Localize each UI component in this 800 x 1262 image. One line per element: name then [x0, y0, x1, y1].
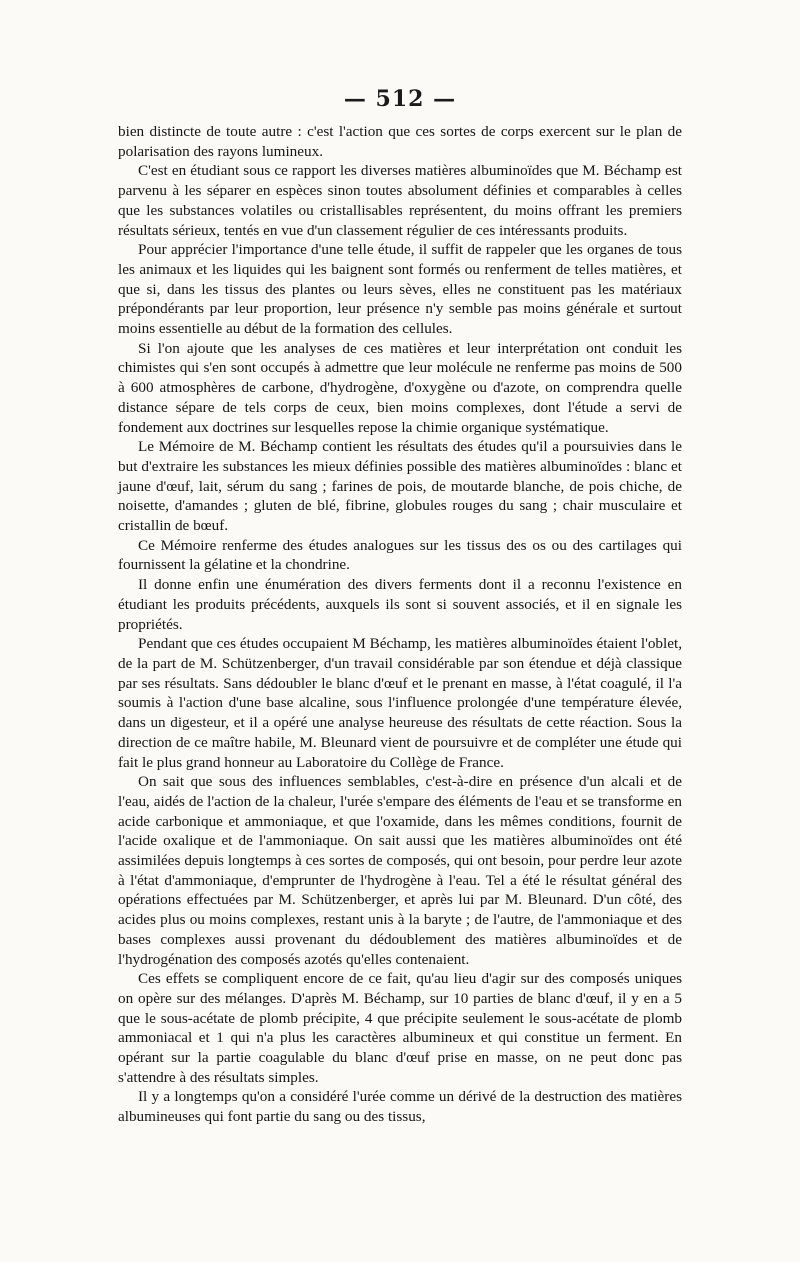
- paragraph-5: Le Mémoire de M. Béchamp contient les résultats des études qu'il a poursuivies dans le but d'extraire les substances les mieux définies possible des matières albuminoïdes : blanc et jaune d'œuf, lait, sérum du sang ; farines de pois, de moutarde blanche, de pois chiche, de noisette, d'amandes ; gluten de blé, fibrine, globules rouges du sang ; chair musculaire et cristallin de bœuf.: [118, 438, 682, 535]
- paragraph-11: Il y a longtemps qu'on a considéré l'urée comme un dérivé de la destruction des matières albumineuses qui font partie du sang ou des tissus,: [118, 1088, 682, 1126]
- paragraph-9: On sait que sous des influences semblables, c'est-à-dire en présence d'un alcali et de l'eau, aidés de l'action de la chaleur, l'urée s'empare des éléments de l'eau et se transforme en acide carbonique et ammoniaque, et que l'oxamide, dans les mêmes conditions, fournit de l'acide oxalique et de l'ammoniaque. On sait aussi que les matières albuminoïdes ont été assimilées depuis longtemps à ces sortes de composés, qui ont besoin, pour perdre leur azote à l'état d'ammoniaque, d'emprunter de l'hydrogène à l'eau. Tel a été le résultat général des opérations effectuées par M. Schützenberger, et après lui par M. Bleunard. D'un côté, des acides plus ou moins complexes, restant unis à la baryte ; de l'autre, de l'ammoniaque et des bases complexes aussi provenant du dédoublement des matières albuminoïdes et de l'hydrogénation des composés azotés qu'elles contenaient.: [118, 773, 682, 968]
- page-number: — 512 —: [343, 86, 457, 112]
- paragraph-6: Ce Mémoire renferme des études analogues sur les tissus des os ou des cartilages qui fournissent la gélatine et la chondrine.: [118, 536, 682, 574]
- paragraph-2: C'est en étudiant sous ce rapport les diverses matières albuminoïdes que M. Béchamp est parvenu à les séparer en espèces sinon toutes absolument définies et comparables à celles que les substances volatiles ou cristallisables représentent, du moins offrant les premiers résultats sérieux, tentés en vue d'un classement régulier de ces intéressants produits.: [118, 162, 682, 239]
- paragraph-1: bien distincte de toute autre : c'est l'action que ces sortes de corps exercent sur le plan de polarisation des rayons lumineux.: [118, 123, 682, 160]
- paragraph-4: Si l'on ajoute que les analyses de ces matières et leur interprétation ont conduit les chimistes qui s'en sont occupés à admettre que leur molécule ne renferme pas moins de 500 à 600 atmosphères de carbone, d'hydrogène, d'oxygène ou d'azote, on comprendra quelle distance sépare de tels corps de ceux, bien moins complexes, dont l'étude a servi de fondement aux doctrines sur lesquelles repose la chimie organique systématique.: [118, 339, 682, 436]
- paragraph-7: Il donne enfin une énumération des divers ferments dont il a reconnu l'existence en étudiant les produits précédents, auxquels ils sont si souvent associés, et il en signale les propriétés.: [118, 576, 682, 633]
- paragraph-3: Pour apprécier l'importance d'une telle étude, il suffit de rappeler que les organes de tous les animaux et les liquides qui les baignent sont formés ou renferment de telles matières, et que si, dans les tissus des plantes ou leurs sèves, elles ne constituent pas les matériaux prépondérants par leur proportion, leur présence n'y semble pas moins générale et surtout moins essentielle au début de la formation des cellules.: [118, 241, 682, 338]
- body-text: [118, 122, 682, 1127]
- paragraph-10: Ces effets se compliquent encore de ce fait, qu'au lieu d'agir sur des composés uniques on opère sur des mélanges. D'après M. Béchamp, sur 10 parties de blanc d'œuf, il y en a 5 que le sous-acétate de plomb précipite, 4 que précipite seulement le sous-acétate de plomb ammoniacal et 1 qui n'a plus les caractères albumineux et qui constitue un ferment. En opérant sur la partie coagulable du blanc d'œuf prise en masse, on ne peut donc pas s'attendre à des résultats simples.: [118, 970, 682, 1086]
- paragraph-8: Pendant que ces études occupaient M Béchamp, les matières albuminoïdes étaient l'oblet, de la part de M. Schützenberger, d'un travail considérable par son étendue et déjà classique par ses résultats. Sans dédoubler le blanc d'œuf et le prenant en masse, à l'état coagulé, il l'a soumis à l'action d'une base alcaline, sous l'influence prolongée d'une température élevée, dans un digesteur, et il a opéré une analyse heureuse des résultats de cette réaction. Sous la direction de ce maître habile, M. Bleunard vient de poursuivre et de compléter une étude qui fait le plus grand honneur au Laboratoire du Collège de France.: [118, 635, 682, 771]
